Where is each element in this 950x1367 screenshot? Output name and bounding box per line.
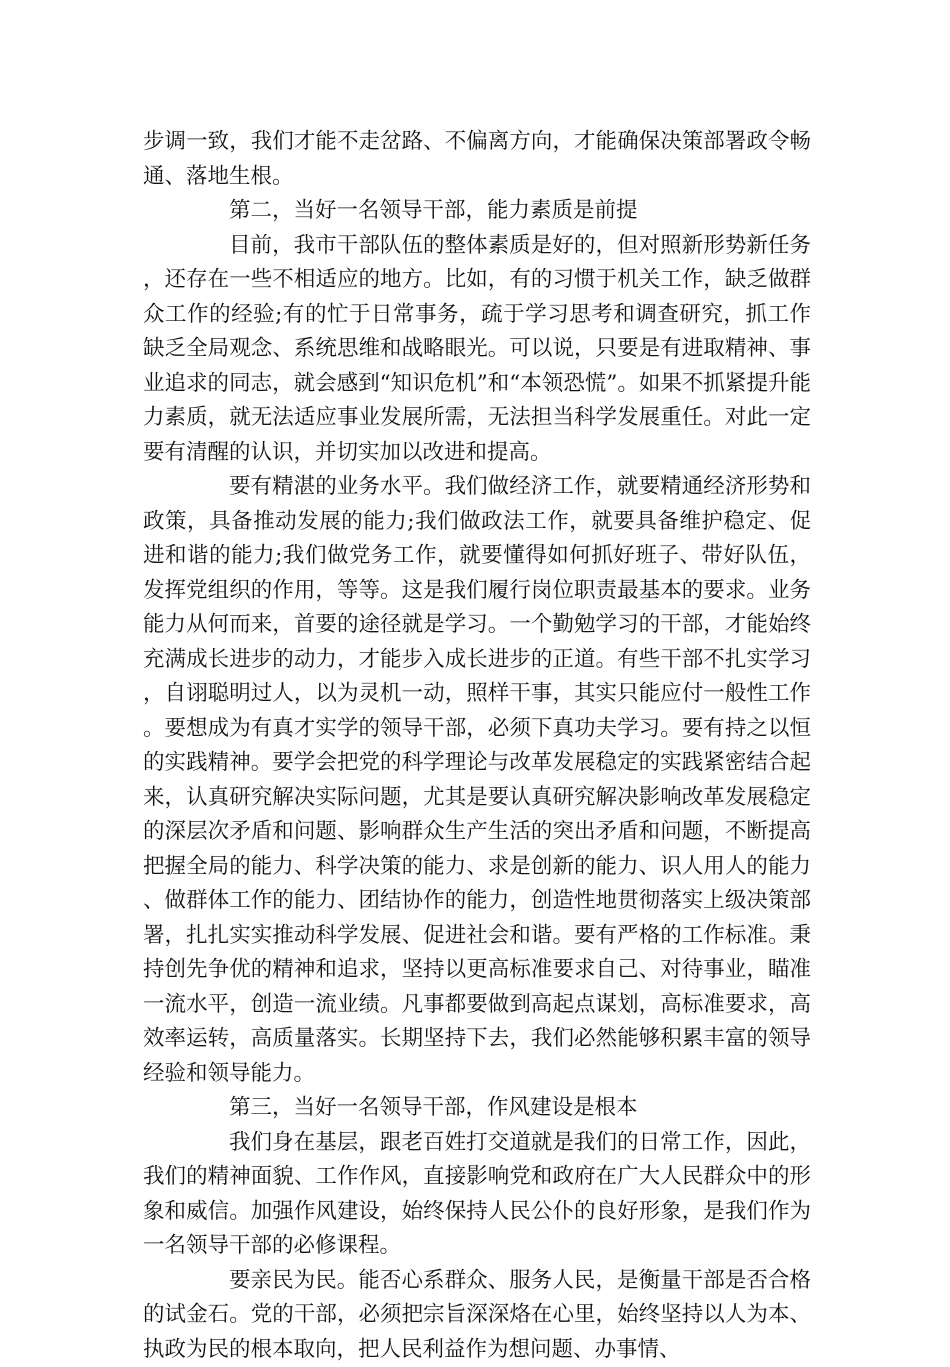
- paragraph-close-to-people: 要亲民为民。能否心系群众、服务人民，是衡量干部是否合格的试金石。党的干部，必须把宗旨深深烙在心里，始终坚持以人为本、执政为民的根本取向，把人民利益作为想问题、办事情、: [143, 1264, 811, 1367]
- section-heading-second: 第二，当好一名领导干部，能力素质是前提: [143, 194, 811, 229]
- paragraph-work-style: 我们身在基层，跟老百姓打交道就是我们的日常工作，因此，我们的精神面貌、工作作风，直接影响党和政府在广大人民群众中的形象和威信。加强作风建设，始终保持人民公仆的良好形象，是我们作为一名领导干部的必修课程。: [143, 1126, 811, 1264]
- paragraph-continuation: 步调一致，我们才能不走岔路、不偏离方向，才能确保决策部署政令畅通、落地生根。: [143, 125, 811, 194]
- document-page: [143, 125, 811, 1367]
- section-heading-third: 第三，当好一名领导干部，作风建设是根本: [143, 1091, 811, 1126]
- paragraph-cadre-quality: 目前，我市干部队伍的整体素质是好的，但对照新形势新任务，还存在一些不相适应的地方。比如，有的习惯于机关工作，缺乏做群众工作的经验;有的忙于日常事务，疏于学习思考和调查研究，抓工作缺乏全局观念、系统思维和战略眼光。可以说，只要是有进取精神、事业追求的同志，就会感到“知识危机”和“本领恐慌”。如果不抓紧提升能力素质，就无法适应事业发展所需，无法担当科学发展重任。对此一定要有清醒的认识，并切实加以改进和提高。: [143, 229, 811, 471]
- paragraph-business-level: 要有精湛的业务水平。我们做经济工作，就要精通经济形势和政策，具备推动发展的能力;我们做政法工作，就要具备维护稳定、促进和谐的能力;我们做党务工作，就要懂得如何抓好班子、带好队伍，发挥党组织的作用，等等。这是我们履行岗位职责最基本的要求。业务能力从何而来，首要的途径就是学习。一个勤勉学习的干部，才能始终充满成长进步的动力，才能步入成长进步的正道。有些干部不扎实学习，自诩聪明过人，以为灵机一动，照样干事，其实只能应付一般性工作。要想成为有真才实学的领导干部，必须下真功夫学习。要有持之以恒的实践精神。要学会把党的科学理论与改革发展稳定的实践紧密结合起来，认真研究解决实际问题，尤其是要认真研究解决影响改革发展稳定的深层次矛盾和问题、影响群众生产生活的突出矛盾和问题，不断提高把握全局的能力、科学决策的能力、求是创新的能力、识人用人的能力、做群体工作的能力、团结协作的能力，创造性地贯彻落实上级决策部署，扎扎实实推动科学发展、促进社会和谐。要有严格的工作标准。秉持创先争优的精神和追求，坚持以更高标准要求自己、对待事业，瞄准一流水平，创造一流业绩。凡事都要做到高起点谋划，高标准要求，高效率运转，高质量落实。长期坚持下去，我们必然能够积累丰富的领导经验和领导能力。: [143, 470, 811, 1091]
